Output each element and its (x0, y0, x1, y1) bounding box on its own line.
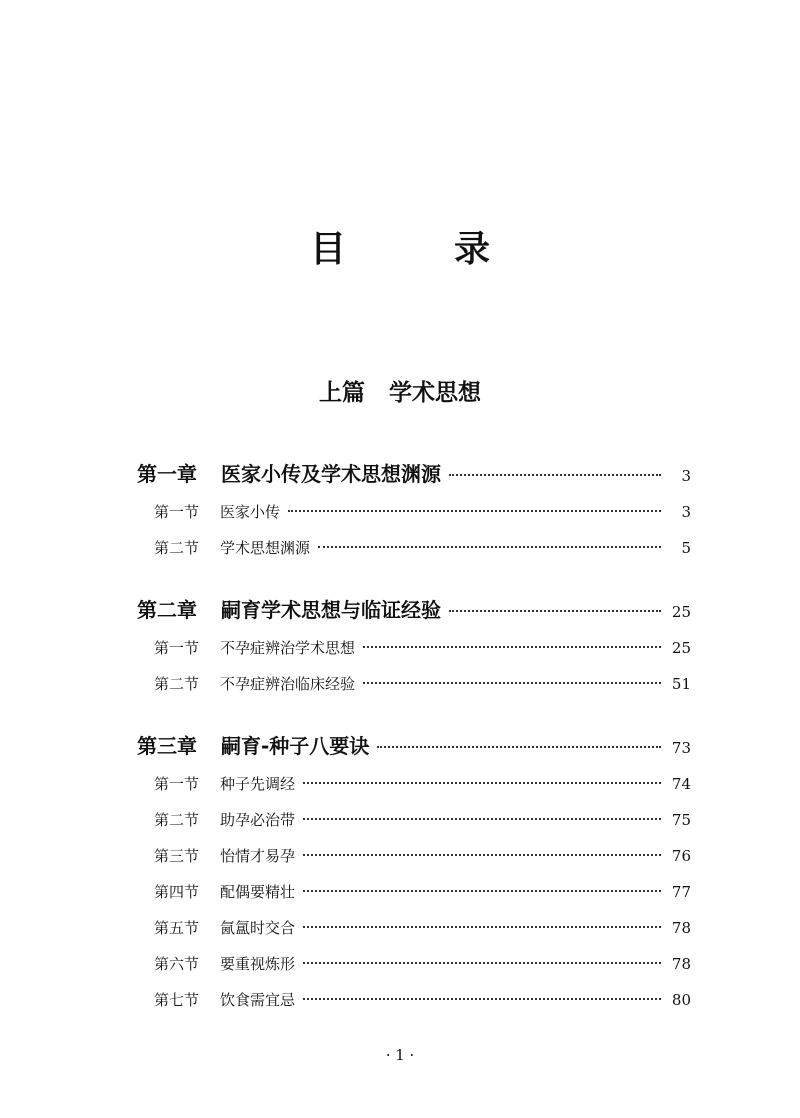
toc-chapter-3[interactable] (137, 732, 691, 762)
toc-section-2-2[interactable] (154, 672, 691, 696)
section-title: 种子先调经 (220, 775, 296, 793)
dot-leader (303, 890, 661, 892)
part-title (0, 376, 800, 410)
section-label: 第一节 (154, 775, 200, 793)
section-label: 第一节 (154, 503, 200, 521)
dot-leader (303, 854, 661, 856)
chapter-label: 第一章 (137, 462, 197, 486)
dot-leader (288, 510, 661, 512)
section-title: 不孕症辨治学术思想 (220, 639, 356, 657)
toc-section-3-2[interactable] (154, 808, 691, 832)
section-title: 助孕必治带 (220, 811, 296, 829)
toc-section-3-1[interactable] (154, 772, 691, 796)
section-title: 要重视炼形 (220, 955, 296, 973)
part-label: 上篇 (319, 380, 365, 406)
section-label: 第五节 (154, 919, 200, 937)
section-page-number: 5 (681, 539, 691, 557)
section-label: 第六节 (154, 955, 200, 973)
section-title: 配偶要精壮 (220, 883, 296, 901)
section-page-number: 78 (671, 955, 691, 973)
dot-leader (303, 782, 661, 784)
section-label: 第二节 (154, 539, 200, 557)
chapter-title: 嗣育学术思想与临证经验 (221, 598, 441, 622)
section-label: 第一节 (154, 639, 200, 657)
section-title: 饮食需宜忌 (220, 991, 296, 1009)
dot-leader (377, 746, 661, 748)
section-title: 怡情才易孕 (220, 847, 296, 865)
section-page-number: 74 (671, 775, 691, 793)
section-title: 医家小传 (220, 503, 281, 521)
section-page-number: 77 (671, 883, 691, 901)
section-page-number: 51 (671, 675, 691, 693)
dot-leader (363, 646, 661, 648)
dot-leader (303, 926, 661, 928)
dot-leader (303, 818, 661, 820)
section-label: 第七节 (154, 991, 200, 1009)
chapter-page-number: 3 (681, 467, 691, 485)
chapter-page-number: 73 (671, 739, 691, 757)
section-page-number: 25 (671, 639, 691, 657)
section-page-number: 3 (681, 503, 691, 521)
chapter-label: 第三章 (137, 734, 197, 758)
toc-section-3-7[interactable] (154, 988, 691, 1012)
dot-leader (449, 474, 661, 476)
section-page-number: 78 (671, 919, 691, 937)
toc-chapter-1[interactable] (137, 460, 691, 490)
toc-section-3-3[interactable] (154, 844, 691, 868)
section-label: 第二节 (154, 675, 200, 693)
toc-section-3-6[interactable] (154, 952, 691, 976)
section-title: 氤氲时交合 (220, 919, 296, 937)
section-page-number: 76 (671, 847, 691, 865)
chapter-title: 嗣育-种子八要诀 (221, 734, 370, 758)
page-title: 目 录 (309, 229, 526, 270)
toc-section-3-5[interactable] (154, 916, 691, 940)
section-title: 学术思想渊源 (220, 539, 311, 557)
part-name: 学术思想 (389, 380, 481, 406)
toc-section-2-1[interactable] (154, 636, 691, 660)
section-label: 第四节 (154, 883, 200, 901)
dot-leader (303, 962, 661, 964)
toc-section-3-4[interactable] (154, 880, 691, 904)
page-number: · 1 · (385, 1046, 415, 1064)
section-page-number: 75 (671, 811, 691, 829)
section-title: 不孕症辨治临床经验 (220, 675, 356, 693)
toc-section-1-2[interactable] (154, 536, 691, 560)
chapter-page-number: 25 (671, 603, 691, 621)
dot-leader (318, 546, 661, 548)
dot-leader (303, 998, 661, 1000)
toc-chapter-2[interactable] (137, 596, 691, 626)
section-label: 第三节 (154, 847, 200, 865)
chapter-title: 医家小传及学术思想渊源 (221, 462, 441, 486)
toc-section-1-1[interactable] (154, 500, 691, 524)
dot-leader (449, 610, 661, 612)
section-page-number: 80 (671, 991, 691, 1009)
chapter-label: 第二章 (137, 598, 197, 622)
section-label: 第二节 (154, 811, 200, 829)
dot-leader (363, 682, 661, 684)
